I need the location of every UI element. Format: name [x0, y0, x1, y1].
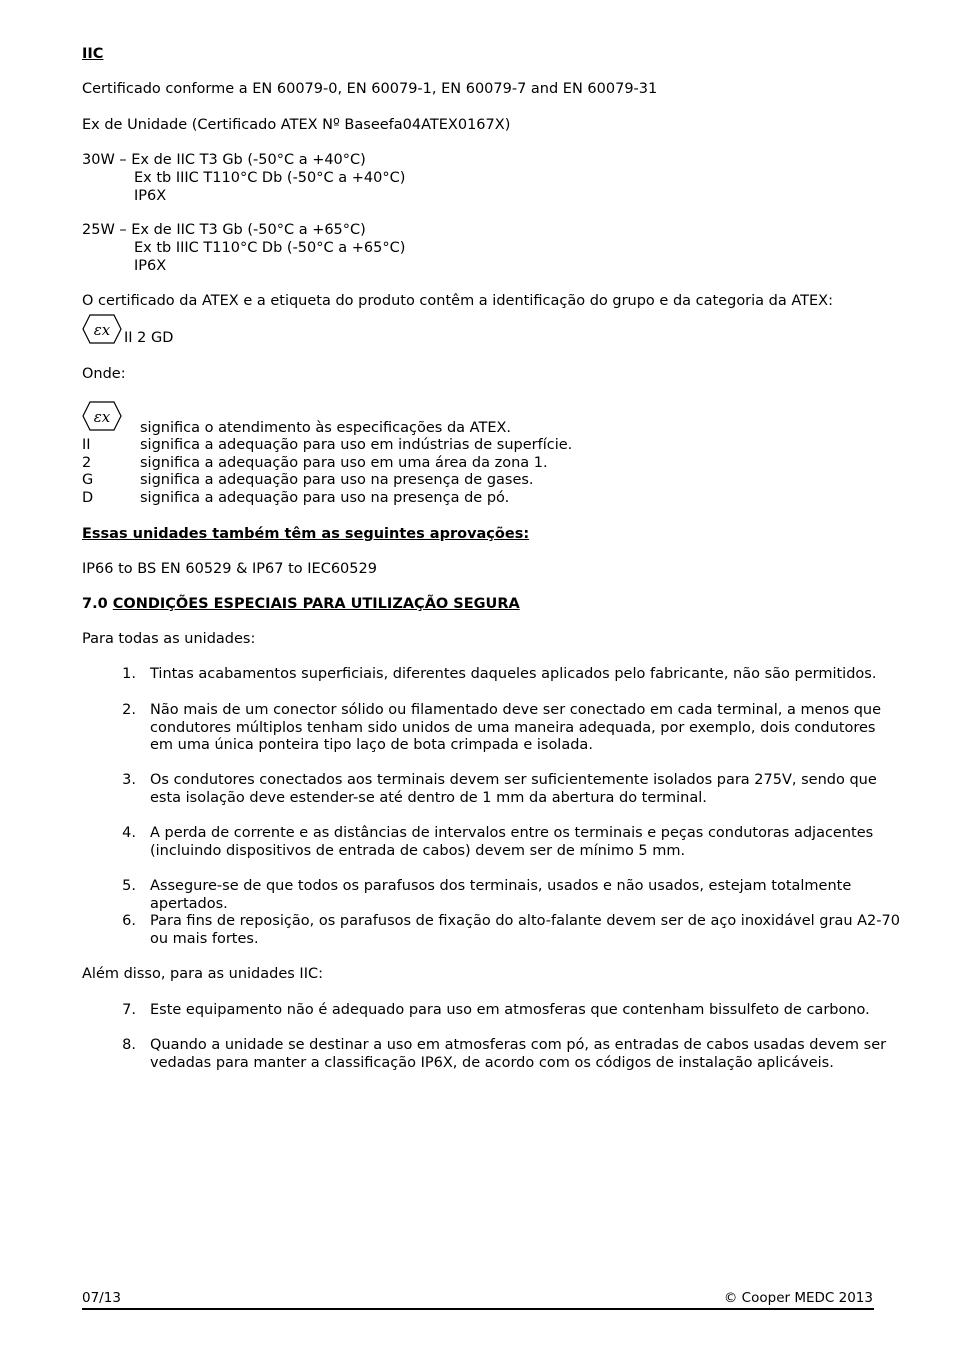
list-item: Tintas acabamentos superficiais, diferentes daqueles aplicados pelo fabricante, não são permitidos.	[150, 666, 877, 682]
atex-mark-suffix: II 2 GD	[124, 330, 174, 346]
legend-text-ex: significa o atendimento às especificações da ATEX.	[140, 420, 512, 436]
rating-30w-line1: 30W – Ex de IIC T3 Gb (-50°C a +40°C)	[82, 152, 366, 168]
svg-text:εx: εx	[93, 408, 111, 426]
legend-code: G	[82, 472, 94, 488]
ex-hexagon-icon	[82, 314, 122, 344]
ex-hexagon-icon	[82, 401, 122, 431]
rating-30w-line3: IP6X	[134, 188, 167, 204]
section-number: 7.0	[82, 596, 108, 612]
legend-text: significa a adequação para uso na presença de gases.	[140, 472, 534, 488]
rating-25w-line1: 25W – Ex de IIC T3 Gb (-50°C a +65°C)	[82, 222, 366, 238]
list-item-number: 4.	[122, 825, 136, 841]
all-units-intro: Para todas as unidades:	[82, 631, 256, 647]
footer-divider	[82, 1308, 874, 1310]
list-item: Para fins de reposição, os parafusos de fixação do alto-falante devem ser de aço inoxidável grau A2-70 ou mais fortes.	[150, 913, 900, 947]
approvals-text: IP66 to BS EN 60529 & IP67 to IEC60529	[82, 561, 377, 577]
rating-25w-line2: Ex tb IIIC T110°C Db (-50°C a +65°C)	[134, 240, 406, 256]
approvals-heading: Essas unidades também têm as seguintes aprovações:	[82, 526, 530, 542]
legend-text: significa a adequação para uso em indústrias de superfície.	[140, 437, 573, 453]
onde-label: Onde:	[82, 366, 126, 382]
list-item-number: 7.	[122, 1002, 136, 1018]
section-title: CONDIÇÕES ESPECIAIS PARA UTILIZAÇÃO SEGURA	[112, 596, 520, 612]
list-item: Os condutores conectados aos terminais devem ser suficientemente isolados para 275V, sendo que esta isolação deve estender-se até dentro de 1 mm da abertura do terminal.	[150, 772, 877, 806]
rating-30w-line2: Ex tb IIIC T110°C Db (-50°C a +40°C)	[134, 170, 406, 186]
list-item: A perda de corrente e as distâncias de intervalos entre os terminais e peças condutoras adjacentes (incluindo dispositivos de entrada de cabos) devem ser de mínimo 5 mm.	[150, 825, 874, 859]
footer-copyright: © Cooper MEDC 2013	[723, 1290, 873, 1306]
list-item-number: 1.	[122, 666, 136, 682]
legend-code: II	[82, 437, 91, 453]
svg-text:εx: εx	[93, 321, 111, 339]
legend-text: significa a adequação para uso em uma área da zona 1.	[140, 455, 548, 471]
certification-line: Certificado conforme a EN 60079-0, EN 60079-1, EN 60079-7 and EN 60079-31	[82, 81, 658, 97]
list-item-number: 3.	[122, 772, 136, 788]
list-item: Este equipamento não é adequado para uso em atmosferas que contenham bissulfeto de carbono.	[150, 1002, 870, 1018]
list-item: Não mais de um conector sólido ou filamentado deve ser conectado em cada terminal, a menos que condutores múltiplos tenham sido unidos de uma maneira adequada, por exemplo, dois condutores em uma única ponteira tipo laço de bota crimpada e isolada.	[150, 702, 882, 754]
legend-code: 2	[82, 455, 92, 471]
list-item: Assegure-se de que todos os parafusos dos terminais, usados e não usados, estejam totalmente apertados.	[150, 878, 852, 912]
iic-units-intro: Além disso, para as unidades IIC:	[82, 966, 323, 982]
legend-code: D	[82, 490, 94, 506]
footer-date: 07/13	[82, 1290, 121, 1306]
heading-iic: IIC	[82, 46, 104, 62]
rating-25w-line3: IP6X	[134, 258, 167, 274]
list-item-number: 2.	[122, 702, 136, 718]
list-item-number: 5.	[122, 878, 136, 894]
list-item-number: 8.	[122, 1037, 136, 1053]
section-heading	[82, 596, 520, 614]
list-item: Quando a unidade se destinar a uso em atmosferas com pó, as entradas de cabos usadas devem ser vedadas para manter a classificação IP6X, de acordo com os códigos de instalação aplicáveis.	[150, 1037, 887, 1071]
atex-intro: O certificado da ATEX e a etiqueta do produto contêm a identificação do grupo e da categoria da ATEX:	[82, 293, 833, 309]
legend-text: significa a adequação para uso na presença de pó.	[140, 490, 510, 506]
ex-unit-line: Ex de Unidade (Certificado ATEX Nº Baseefa04ATEX0167X)	[82, 117, 511, 133]
list-item-number: 6.	[122, 913, 136, 929]
